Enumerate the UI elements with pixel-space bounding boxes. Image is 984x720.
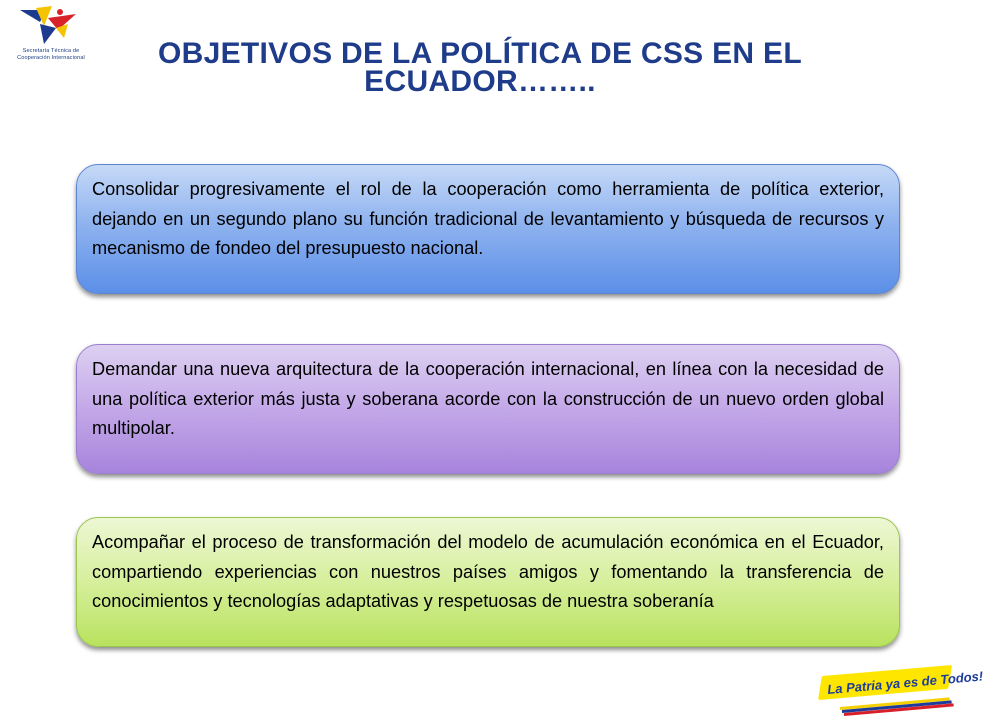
logo-caption: [10, 48, 92, 62]
slogan-text: La Patria ya es de Todos!: [826, 668, 984, 697]
objective-box-2: [76, 344, 900, 474]
objective-text-3: Acompañar el proceso de transformación del modelo de acumulación económica en el Ecuador, compartiendo experiencias con nuestros países amigos y fomentando la transferencia de conocimientos y tecnologías adaptativas y respetuosas de nuestra soberanía: [92, 532, 884, 611]
objective-text-2: Demandar una nueva arquitectura de la cooperación internacional, en línea con la necesidad de una política exterior más justa y soberana acorde con la construcción de un nuevo orden global multipolar.: [92, 359, 884, 438]
logo-caption-line2: Cooperación Internacional: [17, 55, 85, 61]
institution-logo: [10, 4, 92, 72]
logo-caption-line1: Secretaría Técnica de: [22, 48, 80, 54]
cooperation-logo-icon: [18, 4, 82, 48]
objective-box-3: [76, 517, 900, 647]
page-title: OBJETIVOS DE LA POLÍTICA DE CSS EN EL ECUADOR……..: [158, 37, 802, 98]
slogan-badge: [818, 668, 984, 716]
objective-text-1: Consolidar progresivamente el rol de la cooperación como herramienta de política exterior, dejando en un segundo plano su función tradicional de levantamiento y búsqueda de recursos y mecanismo de fondeo del presupuesto nacional.: [92, 179, 884, 258]
objective-box-1: [76, 164, 900, 294]
